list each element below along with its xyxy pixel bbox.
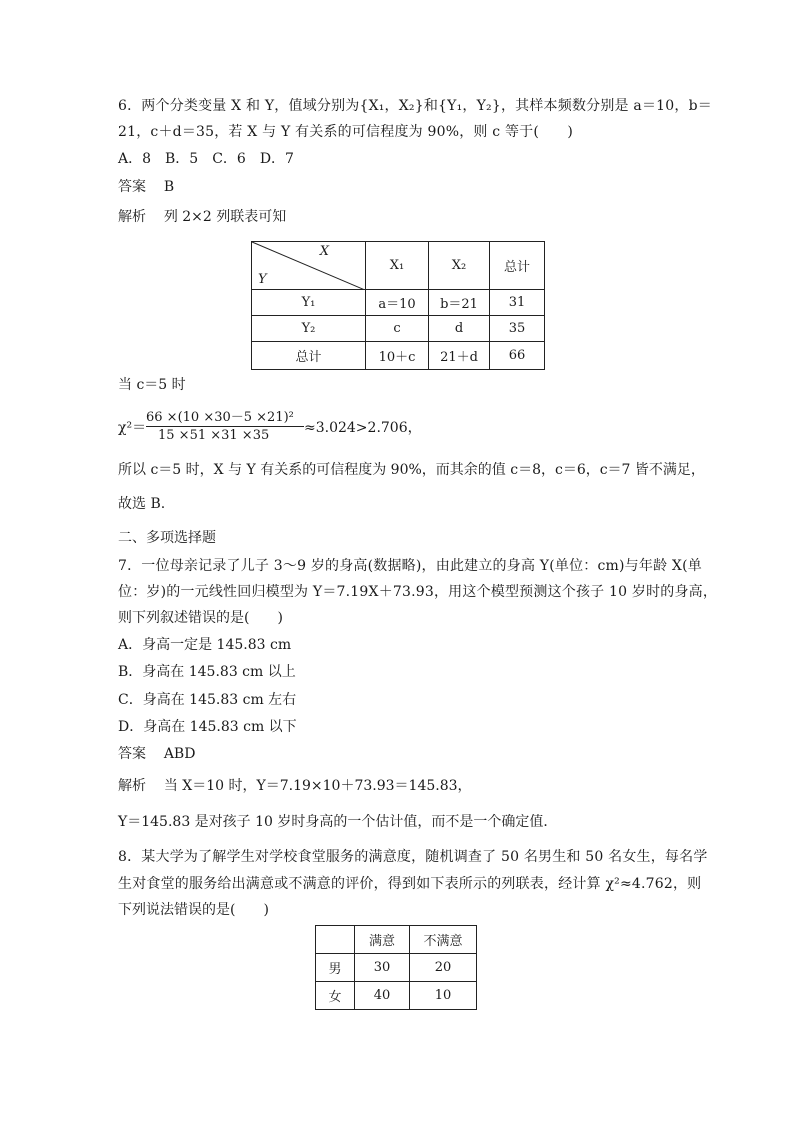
diagonal-line	[252, 242, 365, 290]
analysis-label: 解析	[118, 209, 146, 225]
table-row	[316, 954, 477, 982]
corner-y-label: Y	[258, 272, 267, 287]
table-cell: Y₁	[252, 290, 366, 316]
q7-analysis	[118, 776, 472, 796]
section-heading: 二、多项选择题	[118, 530, 216, 546]
q7-stem-line2: 位：岁)的一元线性回归模型为 Y＝7.19X＋73.93，用这个模型预测这个孩子 10 岁时的身高，	[118, 584, 718, 600]
table-cell: 10＋c	[366, 342, 429, 370]
table-cell: d	[429, 316, 490, 342]
q7-option-d: D．身高在 145.83 cm 以下	[118, 719, 297, 735]
table-row	[252, 342, 545, 370]
chi-square-label: χ²＝	[118, 420, 147, 436]
table-cell: 31	[490, 290, 545, 316]
table-header-x1: X₁	[366, 242, 429, 290]
q6-when-c5: 当 c＝5 时	[118, 377, 186, 393]
chi-square-result: ≈3.024>2.706，	[304, 420, 422, 436]
q6-stem-line2: 21，c＋d＝35，若 X 与 Y 有关系的可信程度为 90%，则 c 等于( )	[118, 124, 574, 140]
table-cell: 总计	[252, 342, 366, 370]
table-cell: 20	[410, 954, 477, 982]
q8-stem-line2: 生对食堂的服务给出满意或不满意的评价，得到如下表所示的列联表，经计算 χ²≈4.762，则	[118, 876, 702, 892]
q6-answer	[118, 177, 174, 197]
corner-x-label: X	[319, 244, 329, 259]
q6-analysis	[118, 207, 286, 227]
table-row	[252, 290, 545, 316]
q7-option-a: A．身高一定是 145.83 cm	[118, 637, 292, 653]
table-cell: 66	[490, 342, 545, 370]
table-cell: Y₂	[252, 316, 366, 342]
q7-stem-line3: 则下列叙述错误的是( )	[118, 610, 283, 626]
analysis-label: 解析	[118, 778, 146, 794]
table-header-x2: X₂	[429, 242, 490, 290]
q6-conclusion: 所以 c＝5 时，X 与 Y 有关系的可信程度为 90%，而其余的值 c＝8，c＝6，c＝7 皆不满足，	[118, 462, 705, 478]
table-cell: a＝10	[366, 290, 429, 316]
q6-contingency-table	[251, 241, 545, 370]
answer-value: ABD	[163, 746, 196, 762]
analysis-text: 列 2×2 列联表可知	[163, 209, 287, 225]
q8-stem-line3: 下列说法错误的是( )	[118, 902, 269, 918]
table-cell: c	[366, 316, 429, 342]
table-cell: 40	[355, 982, 410, 1010]
answer-label: 答案	[118, 179, 146, 195]
q7-analysis-line2: Y＝145.83 是对孩子 10 岁时身高的一个估计值，而不是一个确定值．	[118, 814, 558, 830]
q7-option-b: B．身高在 145.83 cm 以上	[118, 664, 296, 680]
analysis-text: 当 X＝10 时，Y＝7.19×10＋73.93＝145.83，	[163, 778, 472, 794]
q8-contingency-table	[315, 925, 477, 1010]
q6-options: A．8 B．5 C．6 D．7	[118, 151, 294, 167]
table-header-satisfied: 满意	[355, 926, 410, 954]
fraction-numerator: 66 ×(10 ×30－5 ×21)²	[146, 410, 294, 425]
table-header-unsatisfied: 不满意	[410, 926, 477, 954]
q7-answer	[118, 744, 195, 764]
table-cell: 10	[410, 982, 477, 1010]
q6-pick: 故选 B.	[118, 496, 166, 512]
table-row	[252, 316, 545, 342]
answer-label: 答案	[118, 746, 146, 762]
table-cell: 男	[316, 954, 355, 982]
table-cell: 35	[490, 316, 545, 342]
table-cell: b＝21	[429, 290, 490, 316]
q7-option-c: C．身高在 145.83 cm 左右	[118, 692, 297, 708]
table-cell: 21＋d	[429, 342, 490, 370]
table-cell: 30	[355, 954, 410, 982]
table-row	[316, 982, 477, 1010]
q8-stem-line1: 8．某大学为了解学生对学校食堂服务的满意度，随机调查了 50 名男生和 50 名女生，每名学	[118, 849, 708, 865]
table-corner-cell	[316, 926, 355, 954]
fraction-bar	[146, 426, 304, 427]
q6-stem-line1: 6．两个分类变量 X 和 Y，值域分别为{X₁，X₂}和{Y₁，Y₂}，其样本频数分别是 a＝10，b＝	[118, 98, 712, 114]
fraction-denominator: 15 ×51 ×31 ×35	[158, 428, 270, 443]
table-cell: 女	[316, 982, 355, 1010]
q7-stem-line1: 7．一位母亲记录了儿子 3～9 岁的身高(数据略)，由此建立的身高 Y(单位：cm)与年龄 X(单	[118, 558, 702, 574]
answer-value: B	[163, 179, 175, 195]
table-corner-cell	[252, 242, 366, 290]
table-header-total: 总计	[490, 242, 545, 290]
